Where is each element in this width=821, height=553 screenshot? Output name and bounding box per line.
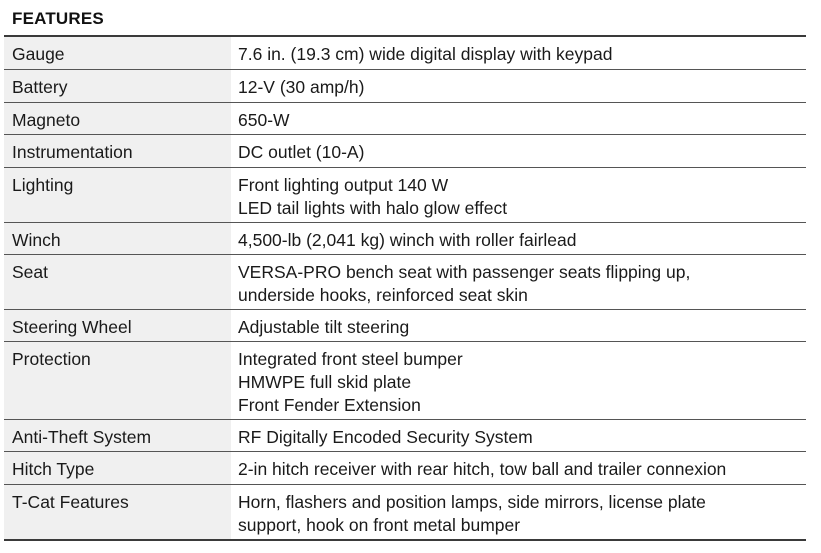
table-row — [4, 168, 806, 223]
row-label: Protection — [4, 342, 231, 419]
table-row — [4, 452, 806, 485]
row-value-line: HMWPE full skid plate — [238, 372, 412, 392]
row-value-line: LED tail lights with halo glow effect — [238, 198, 508, 218]
row-label: Seat — [4, 255, 231, 309]
row-value — [231, 255, 806, 309]
table-row — [4, 255, 806, 310]
row-label: Anti-Theft System — [4, 420, 231, 451]
table-row — [4, 342, 806, 420]
row-value-line: Horn, flashers and position lamps, side mirrors, license plate — [238, 492, 706, 512]
row-value-line: Front Fender Extension — [238, 395, 421, 415]
row-value — [231, 310, 806, 341]
row-value-line: 650-W — [238, 110, 290, 130]
row-label: Steering Wheel — [4, 310, 231, 341]
row-label: Magneto — [4, 103, 231, 134]
row-value — [231, 70, 806, 102]
row-label: Battery — [4, 70, 231, 102]
row-value — [231, 420, 806, 451]
row-value-line: Integrated front steel bumper — [238, 349, 463, 369]
features-heading: FEATURES — [12, 9, 104, 28]
table-row — [4, 37, 806, 70]
row-value — [231, 223, 806, 254]
row-value-line: Front lighting output 140 W — [238, 175, 449, 195]
row-label: Lighting — [4, 168, 231, 222]
row-value-line: DC outlet (10-A) — [238, 142, 365, 162]
row-value — [231, 37, 806, 69]
row-value-line: 4,500-lb (2,041 kg) winch with roller fairlead — [238, 230, 577, 250]
row-value-line: underside hooks, reinforced seat skin — [238, 285, 528, 305]
row-value-line: 7.6 in. (19.3 cm) wide digital display with keypad — [238, 44, 613, 64]
table-row — [4, 103, 806, 135]
row-value — [231, 342, 806, 419]
row-label: T-Cat Features — [4, 485, 231, 539]
table-row — [4, 135, 806, 168]
row-value — [231, 135, 806, 167]
row-value-line: 12-V (30 amp/h) — [238, 77, 365, 97]
row-value — [231, 103, 806, 134]
row-label: Hitch Type — [4, 452, 231, 484]
table-row — [4, 223, 806, 255]
row-value-line: VERSA-PRO bench seat with passenger seats flipping up, — [238, 262, 691, 282]
table-row — [4, 420, 806, 452]
row-value-line: support, hook on front metal bumper — [238, 515, 521, 535]
row-label: Gauge — [4, 37, 231, 69]
row-value — [231, 485, 806, 539]
row-value — [231, 452, 806, 484]
row-value-line: Adjustable tilt steering — [238, 317, 410, 337]
features-table — [4, 35, 806, 541]
table-row — [4, 310, 806, 342]
table-row — [4, 485, 806, 541]
table-row — [4, 70, 806, 103]
row-label: Instrumentation — [4, 135, 231, 167]
row-label: Winch — [4, 223, 231, 254]
row-value-line: RF Digitally Encoded Security System — [238, 427, 533, 447]
row-value-line: 2-in hitch receiver with rear hitch, tow ball and trailer connexion — [238, 459, 727, 479]
row-value — [231, 168, 806, 222]
